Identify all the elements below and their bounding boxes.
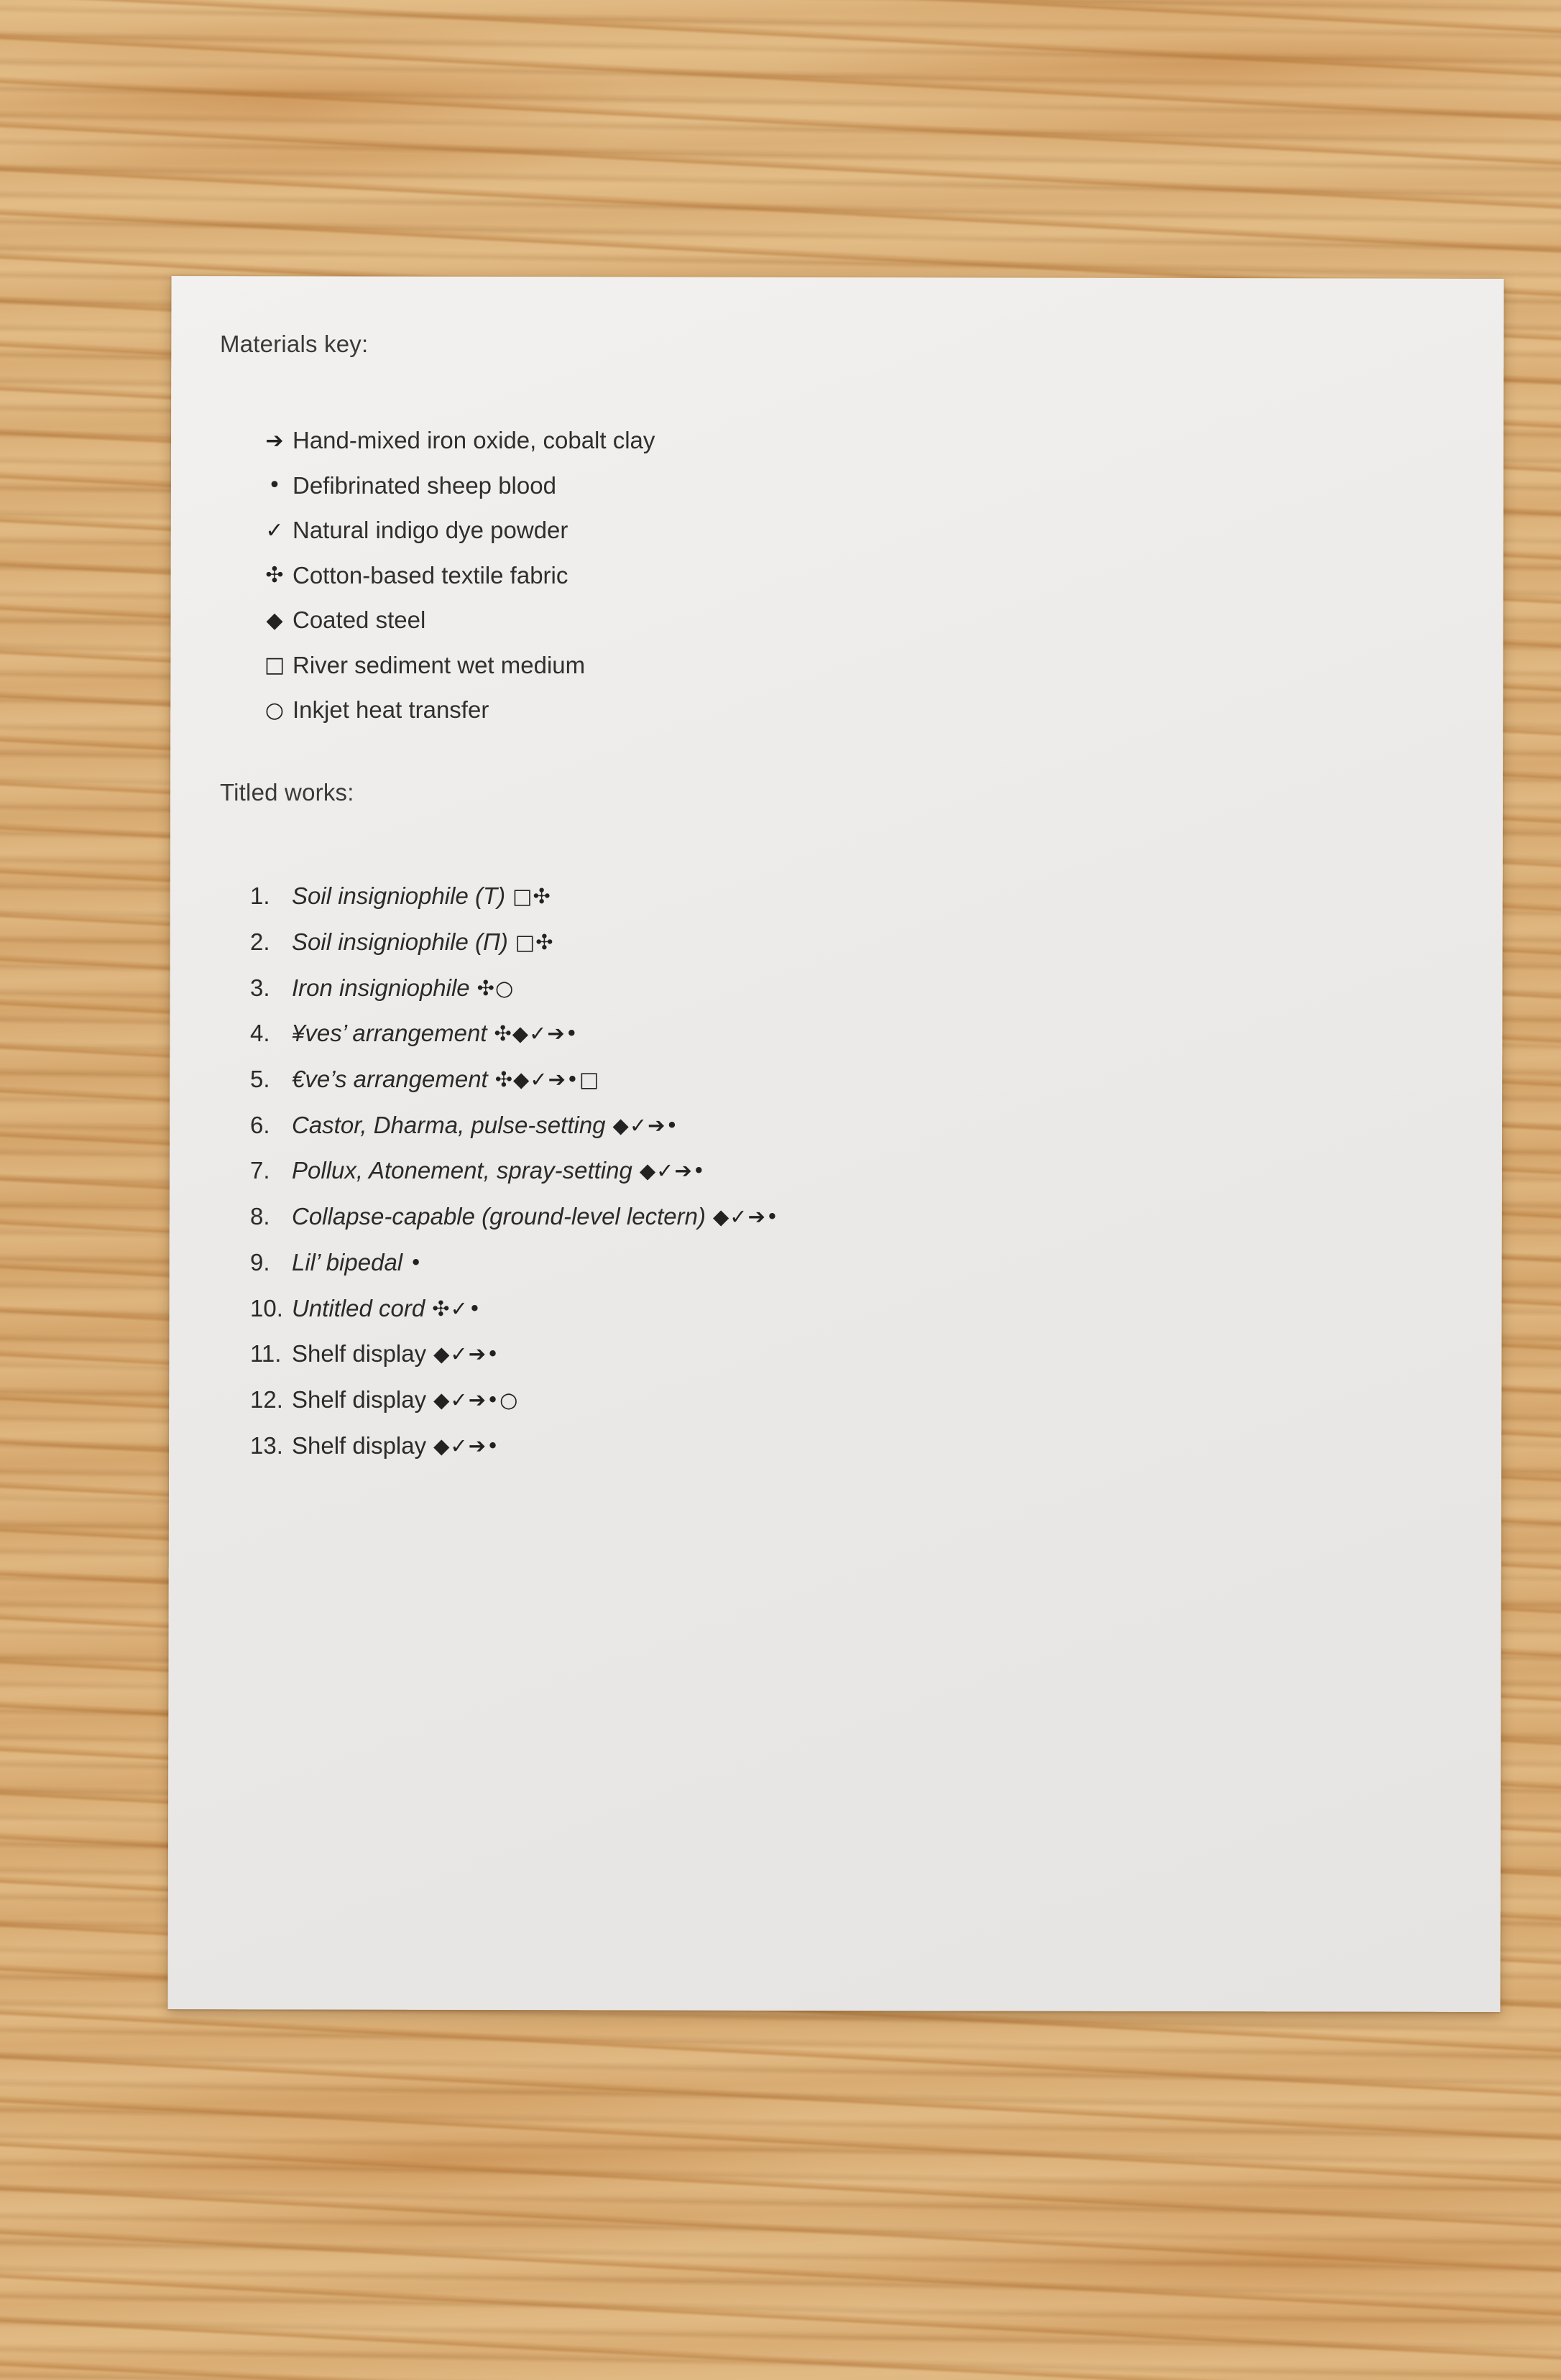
work-item [250,1102,1489,1148]
work-title: Shelf display [292,1340,427,1367]
work-material-symbols: □✣ [515,930,554,955]
work-title: Pollux, Atonement, spray-setting [292,1157,632,1184]
key-item-sheep-blood [257,463,1489,509]
work-number: 11. [250,1340,282,1367]
work-title: €ve’s arrangement [292,1066,488,1093]
document-content [220,331,1489,1468]
work-title: Shelf display [292,1385,427,1413]
key-label: Natural indigo dye powder [293,517,568,544]
materials-key-heading: Materials key: [220,331,369,357]
work-material-symbols: ◆✓➔•○ [433,1387,519,1412]
work-item [250,874,1489,920]
square-icon: □ [264,652,285,678]
work-number: 9. [250,1248,270,1276]
work-item [250,1148,1489,1194]
key-item-river-sediment [257,643,1489,688]
key-label: River sediment wet medium [293,651,586,678]
work-material-symbols: ◆✓➔• [612,1112,679,1138]
key-label: Defibrinated sheep blood [293,471,556,499]
work-title: Lil’ bipedal [292,1248,403,1276]
key-label: Coated steel [293,606,426,634]
work-material-symbols: ◆✓➔• [433,1342,500,1367]
work-item [250,1194,1489,1240]
work-title: Iron insigniophile [292,974,470,1001]
work-material-symbols: ◆✓➔• [433,1433,500,1458]
work-number: 5. [250,1066,270,1093]
work-item [250,1011,1489,1057]
work-material-symbols: ◆✓➔• [639,1158,706,1184]
key-item-indigo [257,508,1489,553]
work-item [250,1331,1489,1377]
key-label: Hand-mixed iron oxide, cobalt clay [293,427,655,454]
work-title: Shelf display [292,1431,427,1459]
key-item-inkjet [257,688,1489,733]
materials-key-list [257,418,1489,733]
work-title: Castor, Dharma, pulse-setting [292,1111,606,1138]
work-title: ¥ves’ arrangement [292,1020,487,1047]
circle-icon: ○ [264,697,285,723]
work-number: 12. [250,1385,283,1413]
bullet-icon: • [268,473,281,499]
key-label: Inkjet heat transfer [293,696,489,724]
work-item [250,1286,1489,1332]
work-material-symbols: ◆✓➔• [712,1204,779,1230]
work-number: 13. [250,1431,283,1459]
checkmark-icon: ✓ [265,517,284,543]
work-item [250,1240,1489,1286]
work-item [250,1056,1489,1102]
work-title: Soil insigniophile (T) [292,882,506,910]
arrow-icon: ➔ [265,428,284,453]
work-number: 10. [250,1294,283,1322]
work-material-symbols: ✣○ [476,975,515,1000]
titled-works-list [250,874,1489,1469]
titled-works-heading: Titled works: [220,778,354,806]
key-item-cotton [257,553,1489,599]
work-number: 7. [250,1157,270,1184]
work-number: 2. [250,928,270,956]
key-item-iron-oxide [257,418,1489,463]
work-material-symbols: ✣◆✓➔•□ [494,1067,600,1092]
work-number: 6. [250,1111,270,1138]
work-title: Untitled cord [292,1294,425,1322]
work-number: 3. [250,974,270,1001]
work-item [250,919,1489,965]
key-label: Cotton-based textile fabric [293,561,568,589]
work-number: 4. [250,1020,270,1047]
work-number: 1. [250,882,270,910]
work-item [250,1423,1489,1469]
work-item [250,965,1489,1011]
work-material-symbols: • [410,1250,423,1275]
work-number: 8. [250,1203,270,1230]
work-title: Collapse-capable (ground-level lectern) [292,1203,706,1230]
work-title: Soil insigniophile (Π) [292,928,508,956]
diamond-icon: ◆ [266,607,283,633]
work-material-symbols: ✣✓• [432,1296,482,1321]
work-material-symbols: □✣ [512,884,551,909]
work-item [250,1377,1489,1423]
key-item-steel [257,598,1489,643]
work-material-symbols: ✣◆✓➔• [494,1021,579,1046]
four-diamond-icon: ✣ [265,563,284,589]
